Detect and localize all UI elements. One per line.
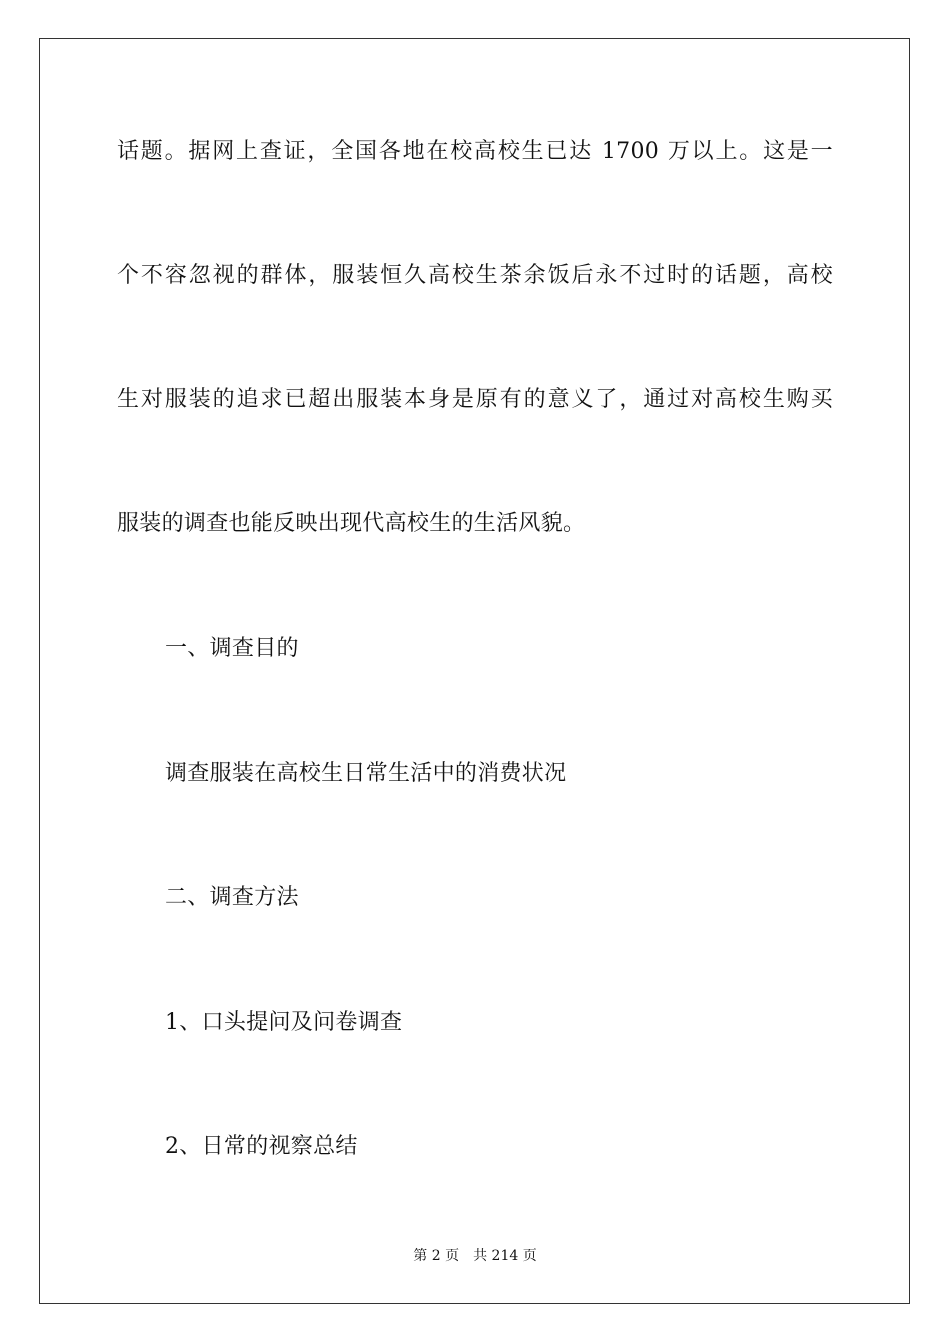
paragraph-line-3: 生对服装的追求已超出服装本身是原有的意义了，通过对高校生购买 [117, 387, 833, 412]
purpose-text: 调查服装在高校生日常生活中的消费状况 [165, 761, 567, 786]
method-item-1: 1、口头提问及问卷调查 [165, 1010, 403, 1035]
page-number: 第 2 页 [413, 1248, 460, 1264]
method-item-2: 2、日常的视察总结 [165, 1134, 358, 1159]
section-heading-purpose: 一、调查目的 [165, 636, 299, 661]
total-pages: 共 214 页 [473, 1248, 537, 1264]
paragraph-line-2: 个不容忽视的群体，服装恒久高校生茶余饭后永不过时的话题，高校 [117, 263, 833, 288]
page-border [39, 38, 910, 1304]
paragraph-line-1: 话题。据网上查证，全国各地在校高校生已达 1700 万以上。这是一 [117, 139, 833, 164]
section-heading-method: 二、调查方法 [165, 885, 299, 910]
page-footer [0, 1246, 950, 1266]
paragraph-line-4: 服装的调查也能反映出现代高校生的生活风貌。 [117, 511, 586, 536]
